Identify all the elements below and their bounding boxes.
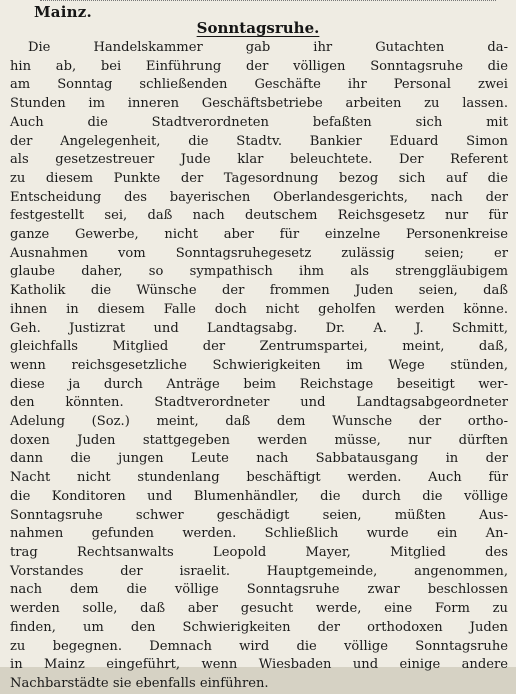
text-line: Katholik die Wünsche der frommen Juden seien, daß	[10, 283, 508, 299]
text-line: nach dem die völlige Sonntagsruhe zwar beschlossen	[10, 582, 508, 598]
text-line: Stunden im inneren Geschäftsbetriebe arbeiten zu lassen.	[10, 96, 508, 112]
article-heading: Sonntagsruhe.	[196, 19, 320, 37]
text-line: Die Handelskammer gab ihr Gutachten da-	[28, 40, 508, 55]
text-line: zu diesem Punkte der Tagesordnung bezog sich auf die	[10, 170, 508, 186]
article-body	[10, 39, 508, 694]
text-line: den könnten. Stadtverordneter und Landtagsabgeordneter	[10, 395, 508, 411]
text-line: Geh. Justizrat und Landtagsabg. Dr. A. J. Schmitt,	[10, 320, 508, 336]
text-line: Sonntagsruhe schwer geschädigt seien, müßten Aus-	[10, 507, 508, 523]
dateline: Mainz.	[34, 3, 92, 21]
text-line: werden solle, daß aber gesucht werde, eine Form zu	[10, 601, 508, 617]
text-line: zu begegnen. Demnach wird die völlige Sonntagsruhe	[10, 638, 508, 654]
clipping-edge	[40, 0, 496, 4]
text-line: hin ab, bei Einführung der völligen Sonntagsruhe die	[10, 58, 508, 74]
text-line: doxen Juden stattgegeben werden müsse, nur dürften	[10, 432, 508, 448]
text-line: gleichfalls Mitglied der Zentrumspartei, meint, daß,	[10, 339, 508, 355]
text-line: die Konditoren und Blumenhändler, die durch die völlige	[10, 488, 508, 504]
text-line: Auch die Stadtverordneten befaßten sich mit	[10, 114, 508, 130]
text-line: Vorstandes der israelit. Hauptgemeinde, angenommen,	[10, 563, 508, 579]
text-line: nahmen gefunden werden. Schließlich wurde ein An-	[10, 526, 508, 542]
text-line: der Angelegenheit, die Stadtv. Bankier Eduard Simon	[10, 133, 508, 149]
text-line: dann die jungen Leute nach Sabbatausgang in der	[10, 451, 508, 467]
text-line: in Mainz eingeführt, wenn Wiesbaden und einige andere	[10, 657, 508, 673]
text-line: ganze Gewerbe, nicht aber für einzelne Personenkreise	[10, 227, 508, 243]
text-line: am Sonntag schließenden Geschäfte ihr Personal zwei	[10, 77, 508, 93]
text-line: finden, um den Schwierigkeiten der orthodoxen Juden	[10, 619, 508, 635]
text-line: festgestellt sei, daß nach deutschem Reichsgesetz nur für	[10, 208, 508, 224]
text-line: wenn reichsgesetzliche Schwierigkeiten im Wege stünden,	[10, 357, 508, 373]
text-line: Ausnahmen vom Sonntagsruhegesetz zulässig seien; er	[10, 245, 508, 261]
text-line: Nachbarstädte sie ebenfalls einführen.	[10, 675, 269, 691]
text-line: Nacht nicht stundenlang beschäftigt werden. Auch für	[10, 470, 508, 486]
text-line: Adelung (Soz.) meint, daß dem Wunsche der ortho-	[10, 414, 508, 430]
text-line: diese ja durch Anträge beim Reichstage beseitigt wer-	[10, 376, 508, 392]
text-line: Entscheidung des bayerischen Oberlandesgerichts, nach der	[10, 189, 508, 205]
text-line: trag Rechtsanwalts Leopold Mayer, Mitglied des	[10, 544, 508, 560]
text-line: ihnen in diesem Falle doch nicht geholfen werden könne.	[10, 301, 508, 317]
text-line: glaube daher, so sympathisch ihm als strenggläubigem	[10, 264, 508, 280]
text-line: als gesetzestreuer Jude klar beleuchtete. Der Referent	[10, 152, 508, 168]
